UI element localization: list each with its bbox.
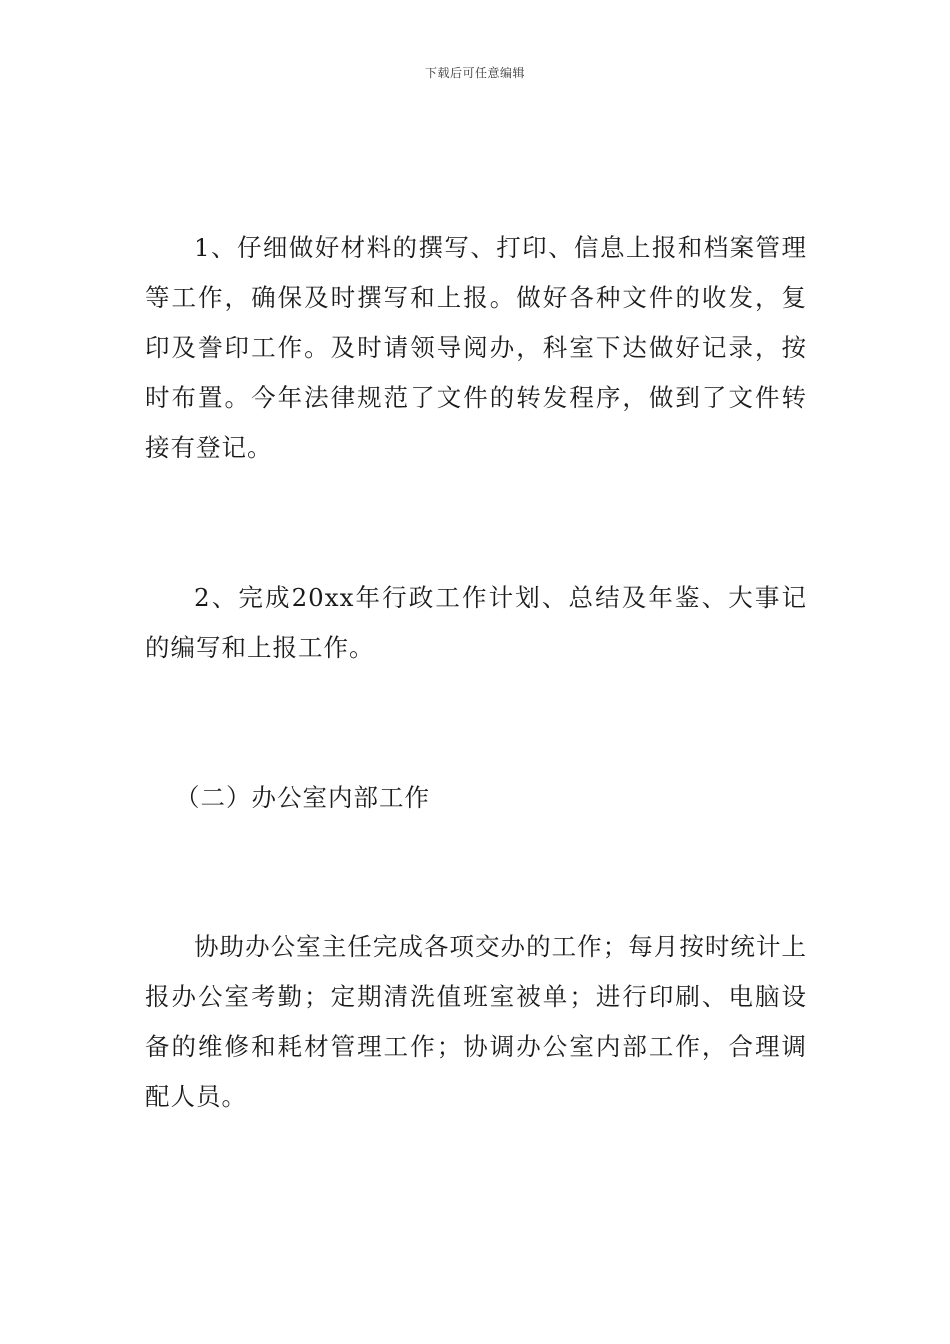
section-heading: （二）办公室内部工作 (175, 783, 430, 812)
header-note: 下载后可任意编辑 (424, 66, 525, 80)
paragraph-item-2: 2、完成20xx年行政工作计划、总结及年鉴、大事记的编写和上报工作。 (145, 583, 807, 662)
paragraph-internal-work: 协助办公室主任完成各项交办的工作；每月按时统计上报办公室考勤；定期清洗值班室被单；进行印刷、电脑设备的维修和耗材管理工作；协调办公室内部工作，合理调配人员。 (145, 932, 807, 1111)
paragraph-item-1: 1、仔细做好材料的撰写、打印、信息上报和档案管理等工作，确保及时撰写和上报。做好各种文件的收发，复印及誊印工作。及时请领导阅办，科室下达做好记录，按时布置。今年法律规范了文件的转发程序，做到了文件转接有登记。 (145, 233, 807, 462)
